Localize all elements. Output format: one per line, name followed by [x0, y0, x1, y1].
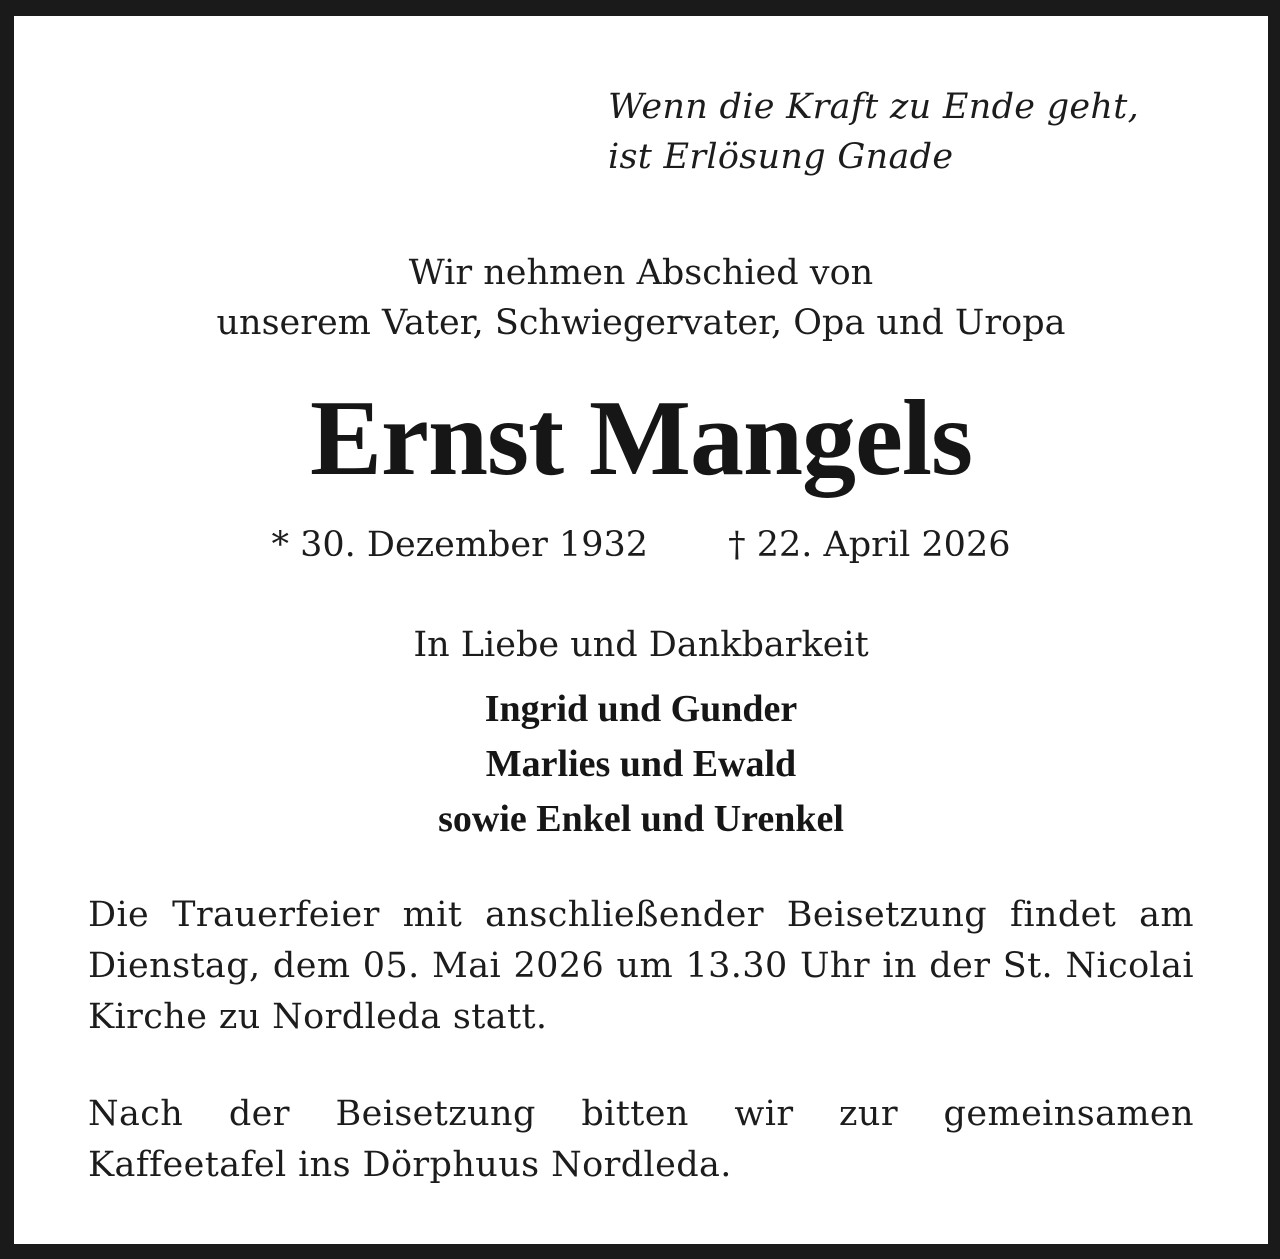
life-dates: [14, 520, 1268, 570]
dedication: In Liebe und Dankbarkeit: [413, 625, 869, 665]
motto-line: ist Erlösung Gnade: [608, 137, 954, 177]
motto: [608, 82, 1139, 182]
mourners-list: [14, 682, 1268, 847]
death-date: † 22. April 2026: [728, 525, 1011, 565]
obituary-notice: [14, 16, 1268, 1244]
reception-details: Nach der Beisetzung bitten wir zur gemeinsamen Kaffeetafel ins Dörphuus Nordleda.: [88, 1094, 1194, 1185]
intro-line: unserem Vater, Schwiegervater, Opa und Uropa: [216, 303, 1066, 343]
motto-line: Wenn die Kraft zu Ende geht,: [608, 87, 1140, 127]
mourner-line: Ingrid und Gunder: [484, 688, 798, 730]
mourner-line: Marlies und Ewald: [485, 743, 797, 785]
deceased-name: Ernst Mangels: [310, 379, 972, 498]
funeral-details: Die Trauerfeier mit anschließender Beisetzung findet am Dienstag, dem 05. Mai 2026 um 13.30 Uhr in der St. Nicolai Kirche zu Nordleda statt.: [88, 895, 1194, 1037]
birth-date: * 30. Dezember 1932: [271, 525, 649, 565]
intro-line: Wir nehmen Abschied von: [408, 253, 874, 293]
mourner-line: sowie Enkel und Urenkel: [438, 798, 844, 840]
farewell-intro: [14, 248, 1268, 348]
